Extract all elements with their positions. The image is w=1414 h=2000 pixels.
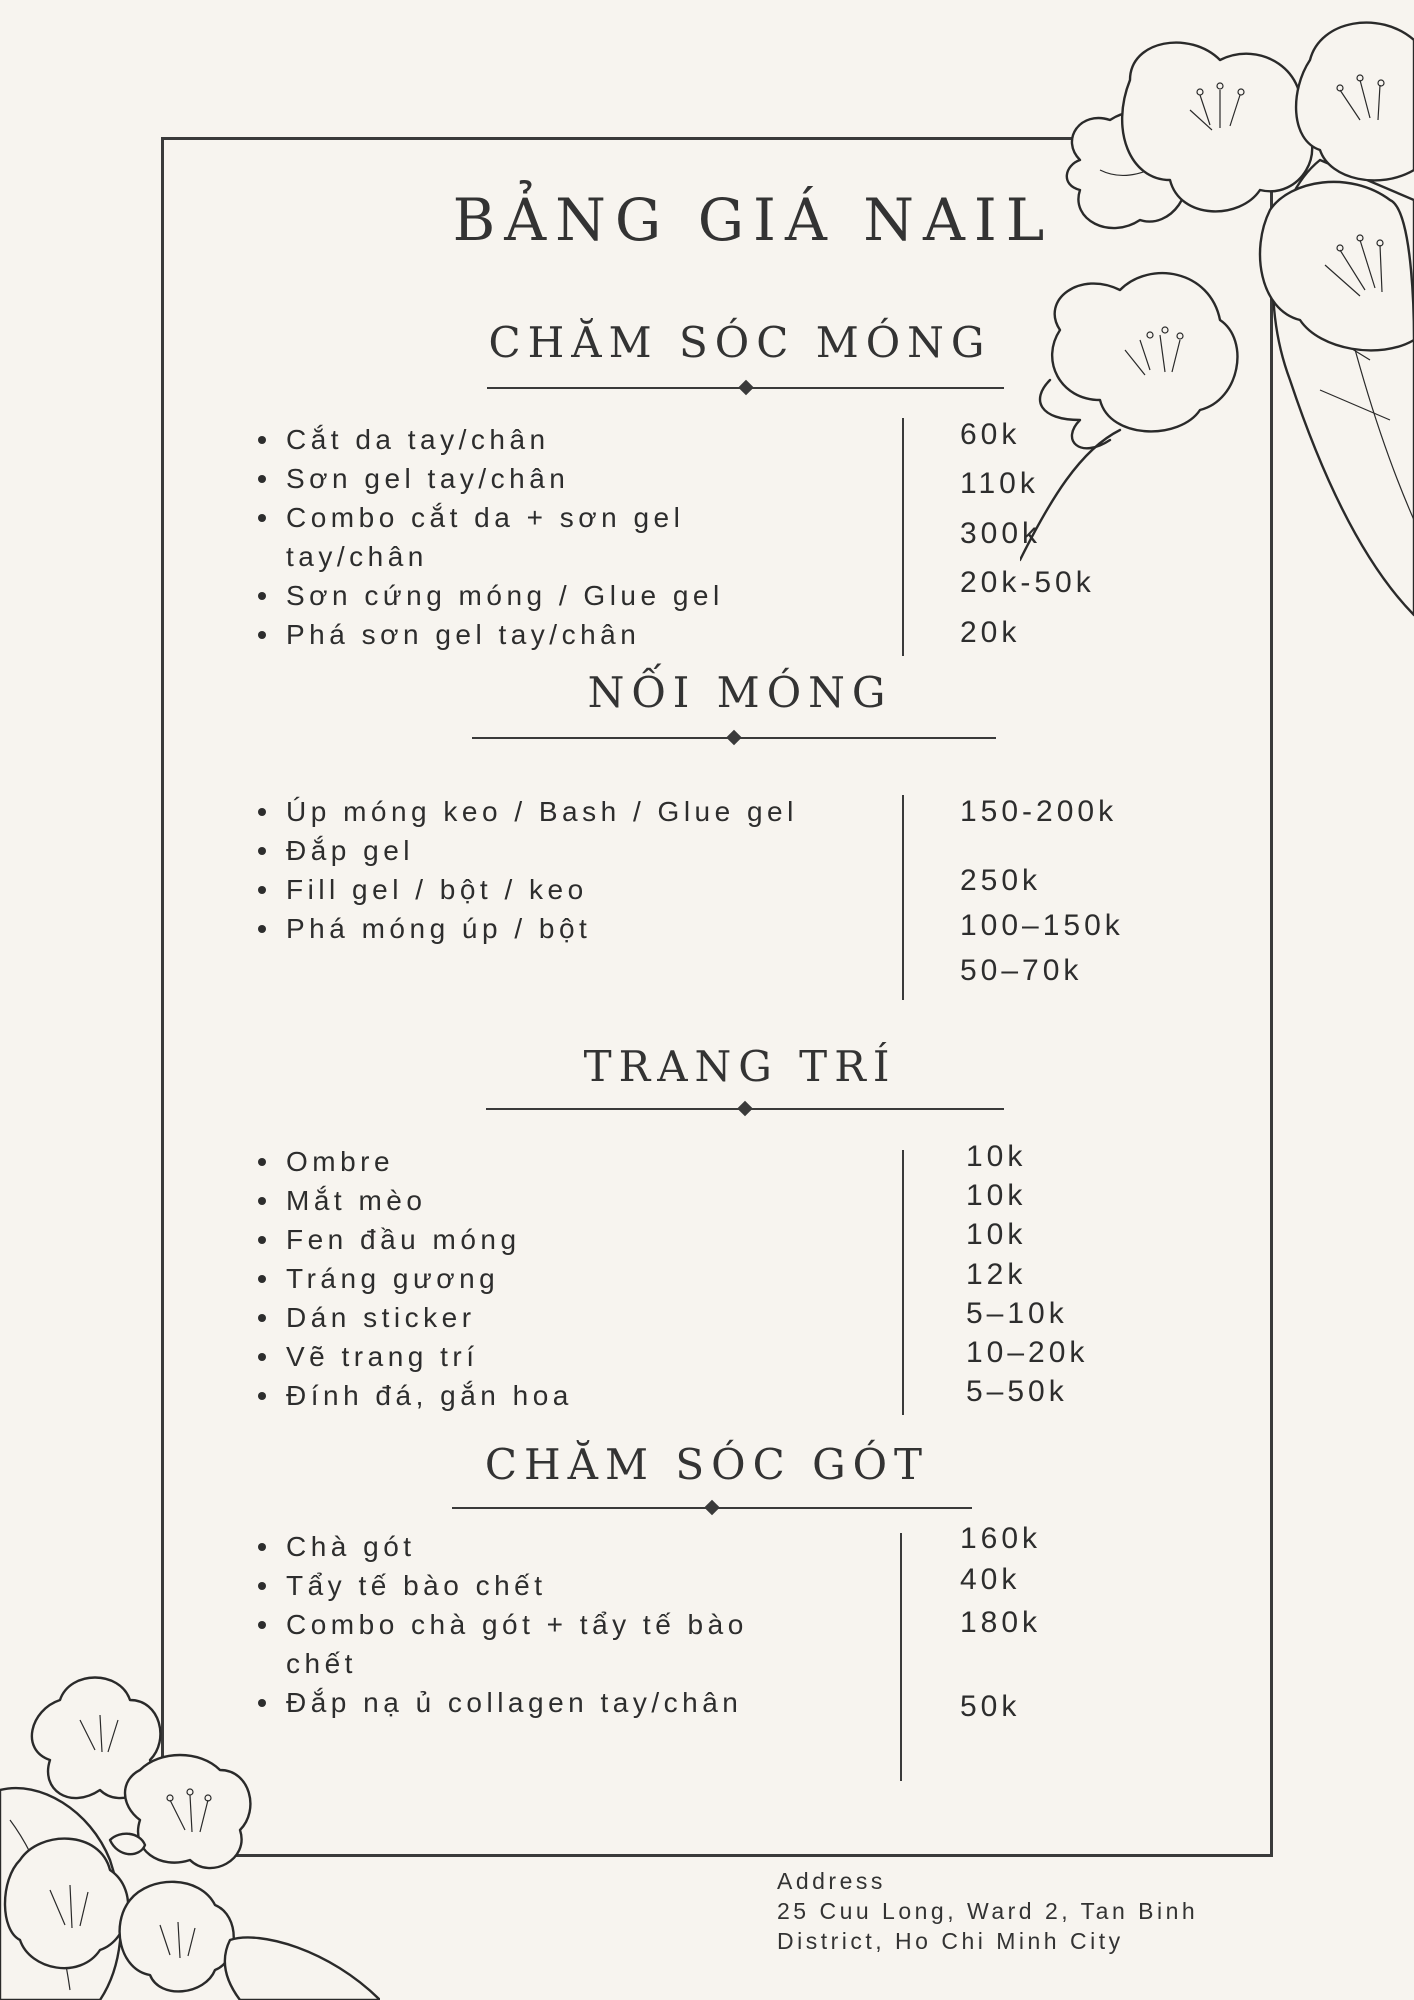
price-value: 250k [960,864,1042,897]
list-item: Combo cắt da + sơn gel tay/chân [250,498,790,576]
address-line: District, Ho Chi Minh City [777,1928,1124,1954]
list-item: Fen đầu móng [250,1220,850,1259]
price-value: 5–50k [966,1375,1068,1408]
price-value: 60k [960,418,1021,451]
address-line: 25 Cuu Long, Ward 2, Tan Binh [777,1898,1199,1924]
list-item: Phá sơn gel tay/chân [250,615,790,654]
floral-illustration-top-right [1020,0,1414,620]
list-item: Mắt mèo [250,1181,850,1220]
column-separator [900,1533,902,1781]
section-divider [472,731,996,745]
price-value: 50–70k [960,954,1083,987]
list-item: Chà gót [250,1527,790,1566]
service-list-noi-mong [250,792,850,948]
page-title: BẢNG GIÁ NAIL [452,186,1054,254]
list-item: Đính đá, gắn hoa [250,1376,850,1415]
list-item: Úp móng keo / Bash / Glue gel [250,792,850,831]
column-separator [902,1150,904,1415]
price-value: 110k [960,467,1039,500]
price-value: 160k [960,1522,1042,1555]
price-value: 10k [966,1140,1027,1173]
list-item: Sơn gel tay/chân [250,459,790,498]
address-label: Address [777,1868,886,1894]
list-item: Vẽ trang trí [250,1337,850,1376]
price-value: 12k [966,1258,1027,1291]
section-divider [486,1102,1004,1116]
price-value: 20k [960,616,1021,649]
section-heading-cham-soc-mong: CHĂM SÓC MÓNG [488,318,992,367]
service-list-trang-tri [250,1142,850,1415]
list-item: Combo chà gót + tẩy tế bào chết [250,1605,790,1683]
list-item: Dán sticker [250,1298,850,1337]
service-list-cham-soc-got [250,1527,790,1722]
list-item: Tráng gương [250,1259,850,1298]
list-item: Cắt da tay/chân [250,420,790,459]
section-divider [452,1501,972,1515]
list-item: Phá móng úp / bột [250,909,850,948]
section-divider [487,381,1004,395]
list-item: Đắp gel [250,831,850,870]
list-item: Đắp nạ ủ collagen tay/chân [250,1683,790,1722]
price-value: 150-200k [960,795,1118,828]
list-item: Ombre [250,1142,850,1181]
service-list-cham-soc-mong [250,420,790,654]
price-value: 50k [960,1690,1021,1723]
address-block [777,1866,1277,1956]
price-value: 300k [960,517,1042,550]
section-heading-noi-mong: NỐI MÓNG [587,668,893,717]
price-value: 180k [960,1606,1042,1639]
price-value: 40k [960,1563,1021,1596]
list-item: Tẩy tế bào chết [250,1566,790,1605]
price-value: 5–10k [966,1297,1068,1330]
price-value: 10–20k [966,1336,1089,1369]
column-separator [902,795,904,1000]
section-heading-trang-tri: TRANG TRÍ [583,1042,897,1091]
list-item: Sơn cứng móng / Glue gel [250,576,790,615]
price-value: 100–150k [960,909,1124,942]
price-value: 10k [966,1179,1027,1212]
price-value: 20k-50k [960,566,1095,599]
list-item: Fill gel / bột / keo [250,870,850,909]
price-value: 10k [966,1218,1027,1251]
column-separator [902,418,904,656]
section-heading-cham-soc-got: CHĂM SÓC GÓT [484,1440,930,1489]
